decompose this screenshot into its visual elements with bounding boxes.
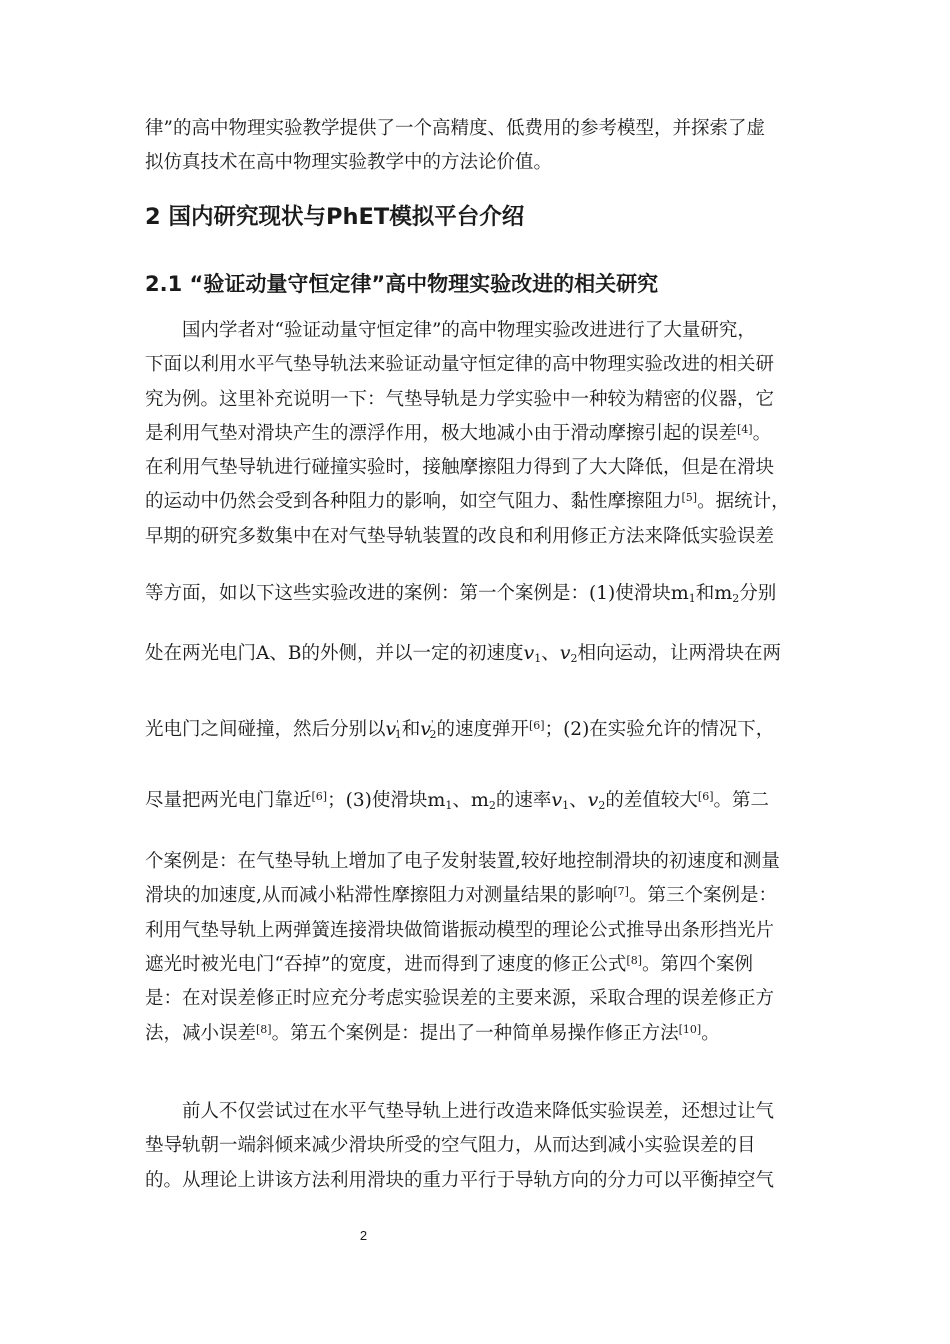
symbol-m2: $m_2$: [470, 789, 496, 812]
text-run: 。第四个案例: [642, 953, 754, 975]
text-run: ；(2)在实验允许的情况下，: [544, 719, 775, 741]
text-line: [145, 636, 821, 708]
text-run: 是利用气垫对滑块产生的漂浮作用，极大地减小由于滑动摩擦引起的误差: [145, 422, 738, 444]
text-line: [145, 1017, 821, 1051]
text-run: 的速率: [495, 790, 552, 812]
text-line: [145, 485, 821, 519]
citation: [8]: [256, 1022, 272, 1036]
text-line: 在利用气垫导轨进行碰撞实验时，接触摩擦阻力得到了大大降低，但是在滑块: [145, 457, 775, 479]
page-number: 2: [359, 1228, 368, 1243]
text-run: 尽量把两光电门靠近: [145, 790, 312, 812]
citation: [7]: [613, 885, 629, 899]
subsection-heading: 2.1 “验证动量守恒定律”高中物理实验改进的相关研究: [145, 272, 659, 296]
text-line: [145, 576, 821, 636]
symbol-v2: $v_2$: [559, 642, 578, 665]
text-line: 究为例。这里补充说明一下：气垫导轨是力学实验中一种较为精密的仪器，它: [145, 388, 775, 410]
symbol-v1: $v_1$: [551, 789, 570, 812]
text-run: 。: [701, 1022, 720, 1044]
text-run: 。第二: [713, 790, 770, 812]
symbol-m2: $m_2$: [714, 582, 740, 605]
paragraph-2: [145, 1095, 821, 1198]
text-run: 。: [752, 422, 772, 444]
text-line: [145, 948, 821, 982]
text-line: 拟仿真技术在高中物理实验教学中的方法论价值。: [145, 152, 553, 174]
text-line: 是：在对误差修正时应充分考虑实验误差的主要来源，采取合理的误差修正方: [145, 988, 775, 1010]
text-line: 国内学者对“验证动量守恒定律”的高中物理实验改进进行了大量研究，: [182, 320, 756, 341]
citation: [6]: [697, 790, 714, 804]
symbol-v1-prime: $v'_1$: [385, 718, 402, 741]
text-line: 利用气垫导轨上两弹簧连接滑块做简谐振动模型的理论公式推导出条形挡光片: [145, 919, 775, 941]
symbol-v1: $v_1$: [523, 642, 542, 665]
citation: [8]: [626, 953, 643, 967]
text-line: 早期的研究多数集中在对气垫导轨装置的改良和利用修正方法来降低实验误差: [145, 525, 775, 547]
text-run: 滑块的加速度,从而减小粘滞性摩擦阻力对测量结果的影响: [145, 885, 614, 907]
text-run: 和: [401, 719, 421, 741]
text-run: 、: [541, 643, 560, 665]
text-line: [145, 783, 821, 845]
symbol-m1: $m_1$: [427, 789, 453, 812]
symbol-m1: $m_1$: [670, 582, 696, 605]
text-run: 光电门之间碰撞，然后分别以: [145, 719, 386, 741]
text-line: 的。从理论上讲该方法利用滑块的重力平行于导轨方向的分力可以平衡掉空气: [145, 1169, 775, 1191]
text-run: 。第五个案例是：提出了一种简单易操作修正方法: [271, 1022, 679, 1044]
text-line: 律”的高中物理实验教学提供了一个高精度、低费用的参考模型，并探索了虚: [145, 118, 765, 139]
text-line: [145, 708, 821, 783]
text-line: 垫导轨朝一端斜倾来减少滑块所受的空气阻力，从而达到减小实验误差的目: [145, 1135, 756, 1157]
citation: [6]: [311, 790, 328, 804]
text-run: 、: [452, 790, 471, 812]
text-line: 个案例是：在气垫导轨上增加了电子发射装置,较好地控制滑块的初速度和测量: [145, 851, 780, 873]
text-run: 的差值较大: [605, 790, 698, 812]
text-run: 的运动中仍然会受到各种阻力的影响，如空气阻力、黏性摩擦阻力: [145, 491, 682, 513]
symbol-v2: $v_2$: [587, 789, 606, 812]
citation: [5]: [681, 491, 698, 505]
citation: [6]: [528, 719, 545, 733]
text-run: 等方面，如以下这些实验改进的案例：第一个案例是：(1)使滑块: [145, 583, 671, 605]
text-run: 和: [695, 583, 715, 605]
text-run: 、: [569, 790, 588, 812]
text-run: ；(3)使滑块: [327, 790, 428, 812]
text-run: 法，减小误差: [145, 1022, 257, 1044]
text-line: 前人不仅尝试过在水平气垫导轨上进行改造来降低实验误差，还想过让气: [182, 1101, 775, 1122]
text-run: 遮光时被光电门“吞掉”的宽度，进而得到了速度的修正公式: [145, 953, 627, 975]
text-run: 。据统计，: [697, 491, 790, 513]
text-line: [145, 417, 821, 451]
text-run: 。第三个案例是：: [628, 885, 777, 907]
citation: [4]: [737, 422, 753, 436]
paragraph-1: [145, 314, 821, 1051]
text-run: 处在两光电门A、B的外侧，并以一定的初速度: [145, 643, 524, 665]
citation: [10]: [678, 1022, 702, 1036]
symbol-v2-prime: $v'_2$: [420, 718, 437, 741]
top-paragraph: [145, 112, 821, 181]
text-line: 下面以利用水平气垫导轨法来验证动量守恒定律的高中物理实验改进的相关研: [145, 354, 775, 376]
section-heading: 2 国内研究现状与PhET模拟平台介绍: [145, 204, 525, 230]
text-run: 分别: [739, 583, 777, 605]
text-line: [145, 879, 821, 913]
text-run: 的速度弹开: [436, 719, 529, 741]
text-run: 相向运动，让两滑块在两: [577, 643, 781, 665]
